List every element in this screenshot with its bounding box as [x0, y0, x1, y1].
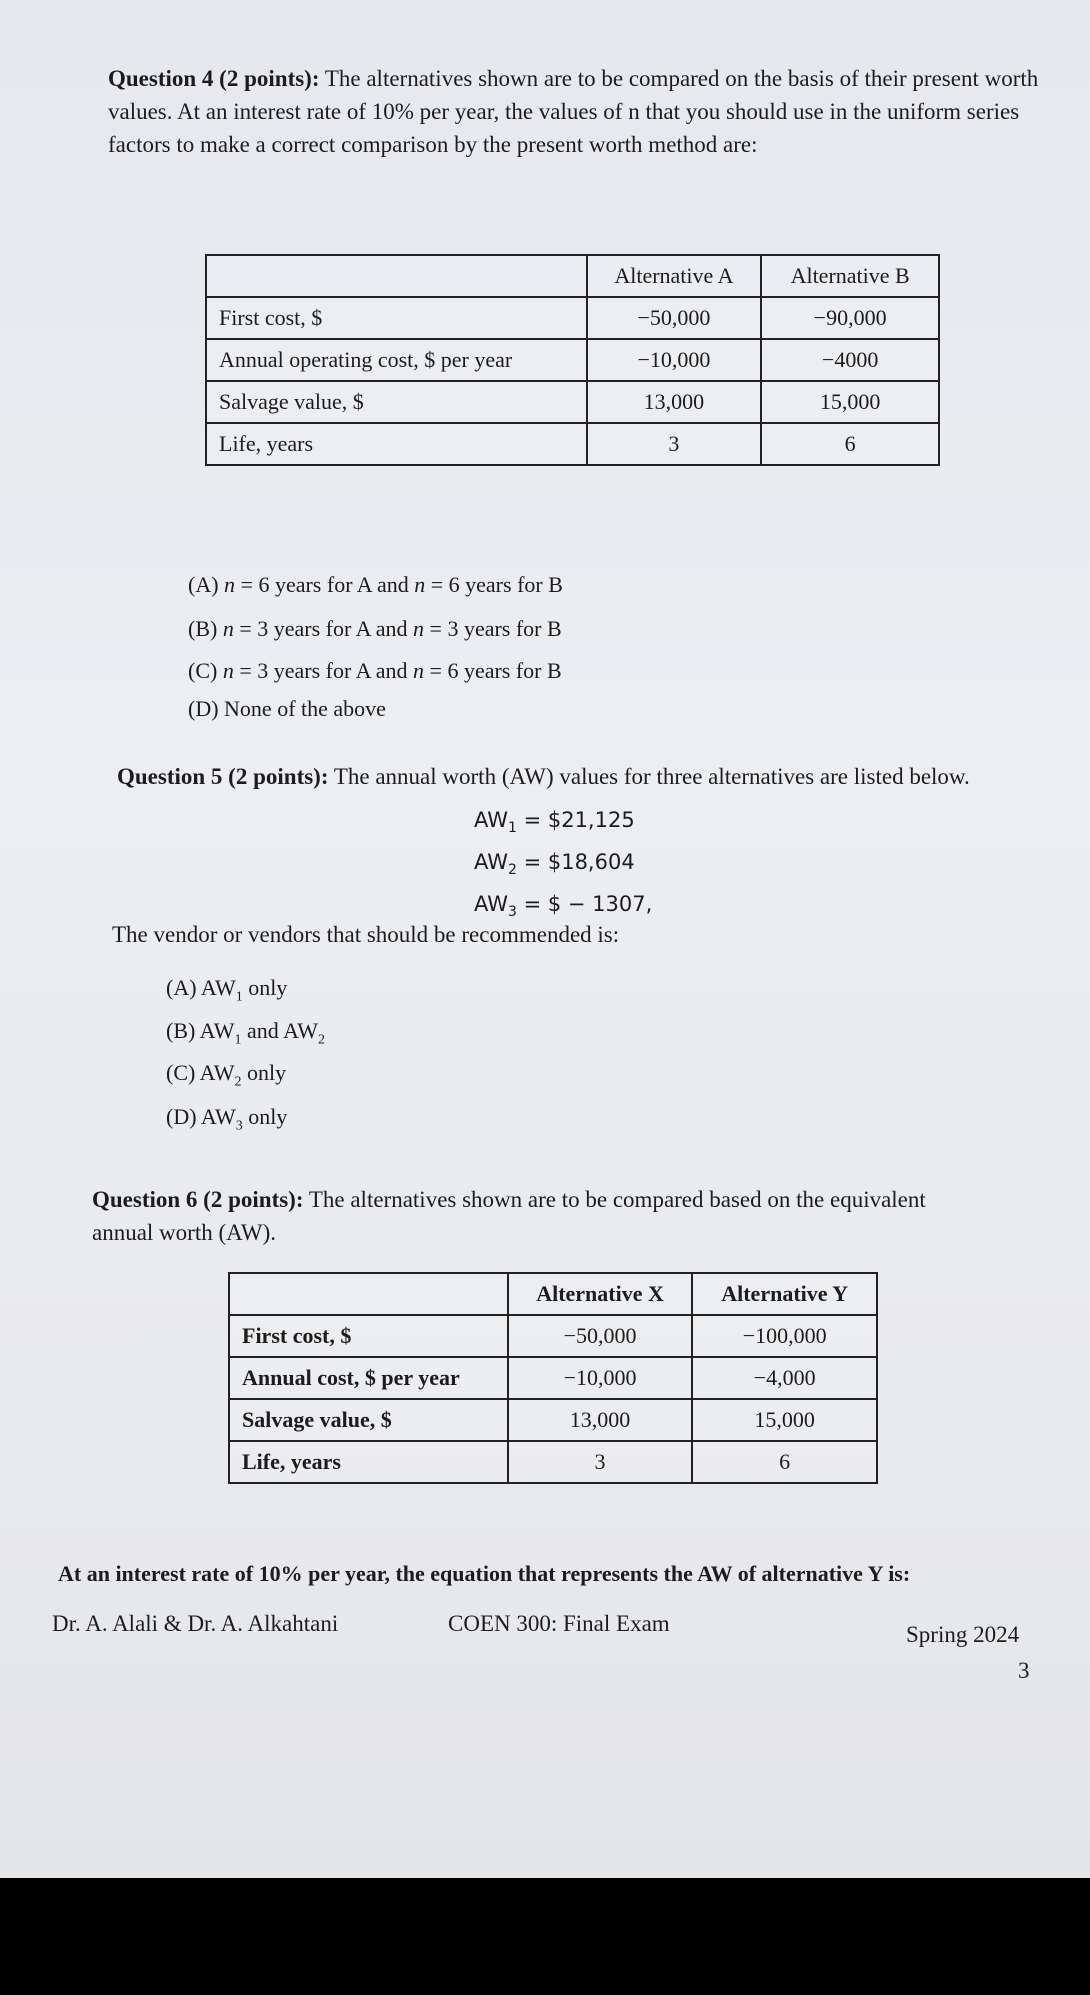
footer-authors: Dr. A. Alali & Dr. A. Alkahtani [52, 1611, 339, 1636]
table-row [229, 1273, 877, 1315]
q4-statement [108, 62, 1048, 161]
table-row [229, 1399, 877, 1441]
table-cell: −10,000 [587, 339, 762, 381]
table-cell: Life, years [206, 423, 587, 465]
table-cell: −50,000 [587, 297, 762, 339]
q6-text-line1: The alternatives shown are to be compared based on the equivalent [308, 1187, 926, 1212]
q4-text: The alternatives shown are to be compared on the basis of their present worth values. At an interest rate of 10% per year, the values of n that you should use in the uniform series factors to make a correct comparison by the present worth method are: [108, 66, 1039, 157]
table-cell: 3 [508, 1441, 693, 1483]
table-row [229, 1357, 877, 1399]
table-cell: −4,000 [692, 1357, 877, 1399]
table-cell: 15,000 [692, 1399, 877, 1441]
table-cell: Annual cost, $ per year [229, 1357, 508, 1399]
table-cell: First cost, $ [206, 297, 587, 339]
q4-option-c: (C) n = 3 years for A and n = 6 years for B [188, 658, 562, 683]
footer-page-number: 3 [1018, 1658, 1030, 1683]
q6-text-line2: annual worth (AW). [92, 1220, 277, 1245]
q6-label: Question 6 (2 points): [92, 1187, 304, 1212]
q5-option-c: (C) $AW_2$ only [166, 1060, 287, 1090]
table-row [229, 1315, 877, 1357]
q4-option-b: (B) n = 3 years for A and n = 3 years for B [188, 616, 562, 641]
q5-option-a: (A) $AW_1$ only [166, 975, 288, 1005]
q5-equation-2: $AW_2$ = $18,604 [474, 850, 635, 879]
footer-term: Spring 2024 [906, 1622, 1020, 1647]
table-cell: 6 [761, 423, 939, 465]
table-cell: First cost, $ [229, 1315, 508, 1357]
q5-text: The annual worth (AW) values for three alternatives are listed below. [333, 764, 970, 789]
table-row [206, 297, 939, 339]
q6-table [228, 1272, 878, 1484]
table-cell: Salvage value, $ [206, 381, 587, 423]
table-cell: 13,000 [587, 381, 762, 423]
table-cell: Life, years [229, 1441, 508, 1483]
table-row [206, 381, 939, 423]
q6-followup: At an interest rate of 10% per year, the equation that represents the AW of alternative Y is: [58, 1561, 911, 1586]
q6-statement [92, 1183, 1062, 1249]
table-cell: −10,000 [508, 1357, 693, 1399]
table-cell: 15,000 [761, 381, 939, 423]
table-cell: −100,000 [692, 1315, 877, 1357]
table-cell: −50,000 [508, 1315, 693, 1357]
table-row [229, 1441, 877, 1483]
table-cell: 13,000 [508, 1399, 693, 1441]
table-row [206, 339, 939, 381]
table-header-a: Alternative A [587, 255, 762, 297]
q4-table [205, 254, 940, 466]
table-row [206, 423, 939, 465]
q5-equation-1: $AW_1$ = $21,125 [474, 808, 635, 837]
q4-label: Question 4 (2 points): [108, 66, 320, 91]
table-header-y: Alternative Y [692, 1273, 877, 1315]
table-cell: Annual operating cost, $ per year [206, 339, 587, 381]
footer-course: COEN 300: Final Exam [448, 1611, 670, 1636]
table-cell [206, 255, 587, 297]
table-cell: 3 [587, 423, 762, 465]
q5-option-d: (D) $AW_3$ only [166, 1104, 288, 1134]
table-header-b: Alternative B [761, 255, 939, 297]
q5-statement [117, 760, 1057, 793]
table-cell: 6 [692, 1441, 877, 1483]
table-header-x: Alternative X [508, 1273, 693, 1315]
q5-equation-3: $AW_3$ = $ − 1307, [474, 892, 653, 921]
table-row [206, 255, 939, 297]
table-cell [229, 1273, 508, 1315]
table-cell: −4000 [761, 339, 939, 381]
table-cell: Salvage value, $ [229, 1399, 508, 1441]
q5-option-b: (B) $AW_1$ and $AW_2$ [166, 1018, 325, 1048]
table-cell: −90,000 [761, 297, 939, 339]
q4-option-a: (A) n = 6 years for A and n = 6 years for B [188, 572, 563, 597]
q4-option-d: (D) None of the above [188, 696, 386, 721]
q5-prompt: The vendor or vendors that should be recommended is: [112, 922, 620, 947]
q5-label: Question 5 (2 points): [117, 764, 329, 789]
